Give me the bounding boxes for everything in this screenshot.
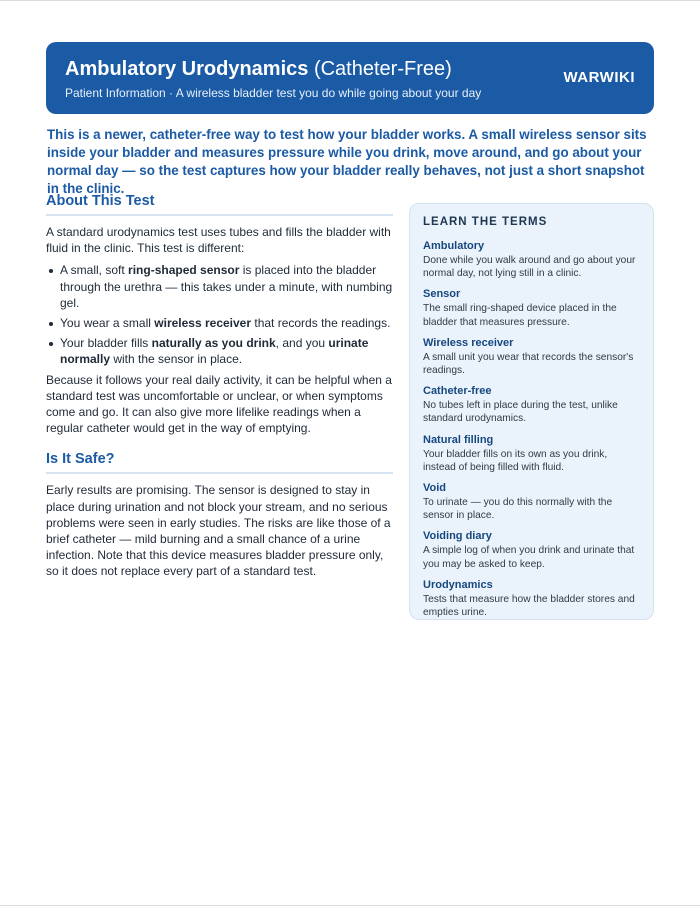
term-name: Void [423, 482, 447, 495]
glossary-term [423, 481, 639, 522]
glossary-box [409, 203, 654, 620]
glossary-term [423, 433, 639, 474]
bullet-text: is placed into the bladder through the urethra — this takes under a minute, with numbing gel. [60, 263, 393, 310]
bullet-item [60, 315, 393, 331]
term-definition: The small ring-shaped device placed in the bladder that measures pressure. [423, 303, 617, 328]
term-name: Sensor [423, 288, 461, 301]
glossary-term [423, 384, 639, 425]
safety-heading: Is It Safe? [46, 450, 393, 474]
glossary-term [423, 529, 639, 570]
term-definition: Done while you walk around and go about your normal day, not lying still in a clinic. [423, 255, 636, 280]
about-intro: A standard urodynamics test uses tubes and fills the bladder with fluid in the clinic. This test is different: [46, 225, 391, 256]
lead-paragraph: This is a newer, catheter-free way to test how your bladder works. A small wireless sensor sits inside your bladder and measures pressure while you drink, move around, and go about your normal day — so the test captures how your bladder really behaves, not just a short snapshot in the clinic. [47, 127, 647, 196]
glossary-term [423, 287, 639, 328]
bullet-emphasis: ring-shaped sensor [128, 263, 240, 278]
term-definition: A simple log of when you drink and urinate that you may be asked to keep. [423, 545, 635, 570]
header-banner [46, 42, 654, 114]
term-name: Wireless receiver [423, 336, 514, 349]
term-name: Voiding diary [423, 530, 492, 543]
term-name: Ambulatory [423, 240, 485, 252]
bullet-text: with the sensor in place. [110, 352, 243, 367]
main-column [46, 192, 393, 580]
glossary-term [423, 578, 639, 619]
bullet-text: A small, soft [60, 263, 129, 278]
term-name: Catheter-free [423, 385, 492, 398]
bullet-item [60, 335, 393, 367]
title-qualifier: (Catheter-Free) [313, 58, 452, 80]
bullet-text: Your bladder fills [60, 336, 152, 351]
bullet-text: , and you [275, 336, 329, 351]
glossary-term [423, 336, 639, 377]
bullet-emphasis: wireless receiver [154, 316, 252, 331]
bullet-text: that records the readings. [251, 316, 391, 331]
term-definition: To urinate — you do this normally with the sensor in place. [423, 497, 613, 522]
bullet-item [60, 262, 393, 311]
term-definition: No tubes left in place during the test, unlike standard urodynamics. [423, 400, 618, 425]
page-title [65, 56, 452, 82]
page-subtitle: Patient Information · A wireless bladder test you do while going about your day [65, 86, 482, 100]
term-definition: Your bladder fills on its own as you drink, instead of being filled with fluid. [423, 448, 608, 473]
term-definition: Tests that measure how the bladder stores and empties urine. [423, 593, 635, 619]
title-main: Ambulatory Urodynamics [65, 58, 309, 80]
term-name: Urodynamics [423, 578, 493, 591]
glossary-term [423, 239, 639, 280]
term-definition: A small unit you wear that records the sensor's readings. [423, 351, 634, 377]
bullet-text: You wear a small [60, 316, 155, 331]
glossary-title: LEARN THE TERMS [423, 216, 548, 228]
top-rule [0, 0, 700, 1]
term-name: Natural filling [423, 433, 494, 446]
about-heading: About This Test [46, 192, 393, 216]
bullet-emphasis: urinate normally [60, 336, 369, 367]
safety-text: Early results are promising. The sensor is designed to stay in place during urination and not block your stream, and no serious problems were seen in early studies. The risks are like those of a brief catheter — mild burning and a small chance of a urine infection. Note that this device measures bladder pressure only, so it does not replace every part of a standard test. [46, 483, 391, 579]
about-bullets [46, 262, 393, 367]
brand-logo: WARWIKI [563, 69, 635, 86]
bullet-emphasis: naturally as you drink [151, 336, 276, 351]
about-closing: Because it follows your real daily activity, it can be helpful when a standard test was uncomfortable or unclear, or when symptoms come and go. It can also give more lifelike readings when a regular catheter would get in the way of emptying. [46, 372, 392, 436]
